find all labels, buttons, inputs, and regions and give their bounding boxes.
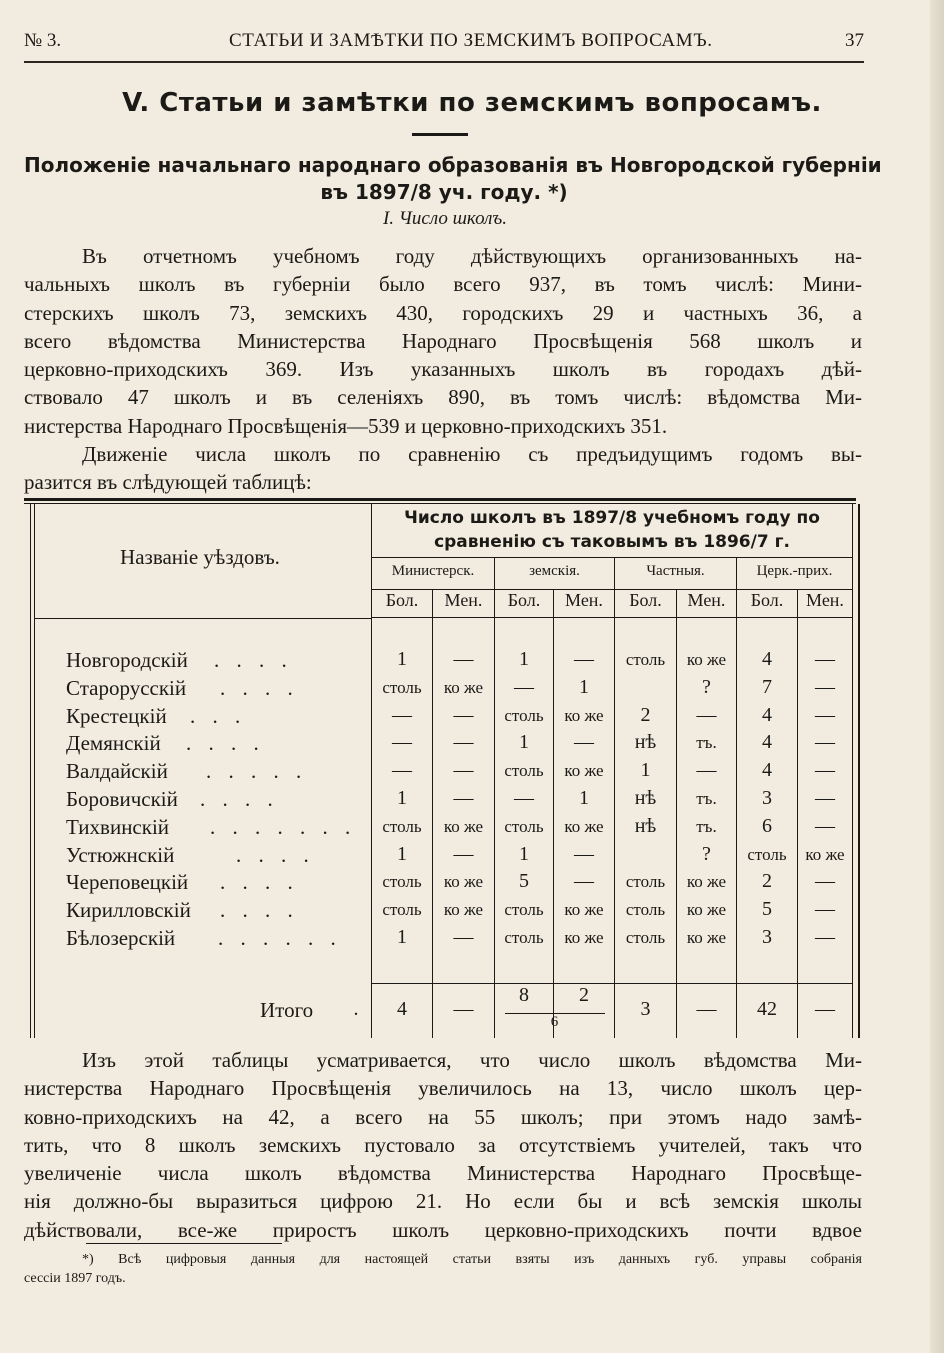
table-cell: столь — [382, 872, 422, 892]
table-cell: нѣ — [634, 731, 657, 754]
table-cell: — — [815, 675, 835, 698]
subheader: Бол. — [385, 590, 419, 610]
district-name: Старорусскій — [66, 675, 187, 700]
table-cell: — — [815, 731, 835, 754]
leader-dots: . . . . — [220, 898, 299, 923]
table-cell: столь — [747, 844, 787, 864]
table-cell: ко же — [805, 844, 845, 864]
table-cell: — — [815, 648, 835, 670]
table-cell: столь — [504, 928, 544, 947]
subheading: I. Число школъ. — [382, 208, 508, 229]
total-cell: 42 — [757, 998, 777, 1020]
category-header: Частныя. — [646, 563, 705, 579]
footnote — [24, 1250, 862, 1288]
text-line: разится въ слѣдующей таблицѣ: — [24, 470, 312, 495]
subheader: Мен. — [565, 590, 603, 610]
text-line: всего вѣдомства Министерства Народнаго Просвѣщенія 568 школъ и — [24, 328, 862, 353]
group-header — [372, 508, 852, 552]
subheader: Мен. — [687, 590, 726, 610]
table-cell: 1 — [397, 842, 407, 865]
district-name: Крестецкій — [66, 703, 167, 728]
table-cell: — — [514, 787, 534, 809]
table-cell: ко же — [564, 705, 604, 725]
subheader: Бол. — [750, 590, 784, 610]
text-line: чальныхъ школъ въ губерніи было всего 937, въ томъ числѣ: Мини- — [24, 272, 862, 297]
district-name: Новгородскій — [66, 648, 188, 672]
leader-dots: . . . . — [220, 870, 299, 895]
table-cell: ко же — [443, 872, 484, 892]
header-rule — [372, 617, 852, 618]
category-header: Церк.-прих. — [756, 563, 833, 579]
table-cell: 5 — [762, 898, 772, 921]
table-cell: столь — [382, 677, 422, 697]
article-title — [24, 152, 882, 206]
table-cell: ко же — [564, 816, 604, 836]
table-cell: нѣ — [634, 787, 657, 809]
table-cell: столь — [504, 816, 544, 836]
total-dot: . — [353, 998, 359, 1020]
table-cell: — — [815, 898, 835, 921]
district-name: Валдайскій — [66, 759, 168, 784]
table-cell: тъ. — [696, 816, 717, 836]
subheader: Мен. — [444, 590, 483, 610]
group-header-line1: Число школъ въ 1897/8 учебномъ году по — [404, 508, 820, 528]
table-cell: тъ. — [696, 789, 717, 808]
table-right-border-outer — [858, 504, 860, 1038]
table-cell: — — [815, 787, 835, 809]
header-rule — [24, 61, 864, 63]
table-left-border — [30, 504, 31, 1038]
table-cell: — — [453, 842, 474, 865]
page-number: 37 — [845, 30, 864, 51]
footnote-rule — [86, 1243, 282, 1244]
text-line: Въ отчетномъ учебномъ году дѣйствующихъ организованныхъ на- — [82, 244, 862, 268]
footnote-line: *) Всѣ цифровыя данныя для настоящей статьи взяты изъ данныхъ губ. управы собранія — [82, 1252, 862, 1267]
footnote-line: сессіи 1897 годъ. — [24, 1271, 126, 1286]
table-cell: — — [392, 759, 412, 782]
total-cell: — — [815, 998, 835, 1020]
text-line: церковно-приходскихъ 369. Изъ указанныхъ школъ въ городахъ дѣй- — [24, 357, 862, 382]
table-cell: 7 — [762, 675, 772, 698]
text-line: нистерства Народнаго Просвѣщенія—539 и церковно-приходскихъ 351. — [24, 413, 668, 438]
paragraph-3 — [24, 1046, 862, 1244]
table-cell: 3 — [762, 787, 772, 809]
table-cell: 1 — [519, 842, 529, 865]
table-cell: 4 — [762, 759, 772, 782]
table-cell: — — [574, 842, 594, 865]
text-line: Изъ этой таблицы усматривается, что число школъ вѣдомства Ми- — [82, 1048, 862, 1072]
category-header: земскія. — [529, 563, 580, 579]
running-header — [24, 30, 864, 60]
text-line: нія должно-бы выразиться цифрою 21. Но если бы и всѣ земскія школы — [24, 1189, 862, 1214]
table-cell: — — [815, 870, 835, 893]
table-cell: 1 — [519, 731, 529, 754]
total-cell: — — [696, 998, 717, 1020]
leader-dots: . . . . . . — [218, 926, 342, 950]
total-cell: 8 — [519, 984, 529, 1006]
district-name: Устюжнскій — [66, 842, 175, 867]
table-cell: столь — [625, 928, 666, 947]
header-rule — [35, 618, 372, 619]
total-label: Итого — [260, 998, 314, 1022]
table-cell: ко же — [564, 900, 604, 920]
text-line: ствовало 47 школъ и въ селеніяхъ 890, въ томъ числѣ: вѣдомства Ми- — [24, 385, 862, 410]
section-title: V. Статьи и замѣтки по земскимъ вопросамъ. — [122, 88, 822, 118]
table-cell: 1 — [519, 648, 529, 670]
table-cell: ко же — [686, 900, 727, 920]
table-cell: 1 — [397, 926, 407, 948]
leader-dots: . . . — [190, 703, 247, 728]
article-title-line2: въ 1897/8 уч. году. *) — [320, 180, 568, 204]
table-cell: столь — [625, 900, 666, 920]
total-cell: 4 — [397, 998, 407, 1020]
table-cell: ко же — [686, 650, 727, 669]
district-name: Боровичскій — [66, 787, 178, 811]
table-cell: — — [453, 759, 474, 782]
table-cell: 1 — [397, 787, 407, 809]
text-line: дѣйствовали, все-же приростъ школъ церковно-приходскихъ почти вдвое — [24, 1217, 862, 1242]
district-name: Тихвинскій — [66, 814, 170, 839]
table-cell: столь — [625, 872, 666, 892]
category-header: Министерск. — [391, 563, 475, 579]
issue-number: № 3. — [24, 30, 62, 51]
leader-dots: . . . . — [220, 675, 299, 700]
page-edge-shadow — [930, 0, 944, 1353]
district-name: Демянскій — [66, 731, 161, 756]
table-cell: тъ. — [696, 733, 717, 753]
table-cell: 4 — [762, 731, 772, 754]
subheader: Бол. — [507, 590, 541, 610]
leader-dots: . . . . . . . — [210, 814, 357, 839]
total-zemstvo-net: 6 — [550, 1014, 559, 1030]
table-cell: — — [574, 731, 594, 754]
table-cell: — — [815, 759, 835, 782]
table-cell: — — [453, 731, 474, 754]
table-cell: 1 — [579, 787, 589, 809]
text-line: стерскихъ школъ 73, земскихъ 430, городскихъ 29 и частныхъ 36, а — [24, 300, 862, 325]
table-cell: ко же — [686, 928, 727, 947]
table-right-border — [852, 504, 853, 1038]
paragraph-1 — [24, 242, 862, 440]
group-header-line2: сравненію съ таковымъ въ 1896/7 г. — [434, 532, 790, 552]
table-top-rule — [24, 498, 856, 501]
leader-dots: . . . . . — [206, 759, 308, 784]
table-cell: 3 — [762, 926, 772, 948]
table-cell: ко же — [443, 677, 484, 697]
leader-dots: . . . . — [214, 648, 293, 672]
table-cell: 1 — [579, 675, 589, 698]
article-title-line1: Положеніе начальнаго народнаго образованія въ Новгородской губерніи — [24, 153, 882, 177]
header-rule — [372, 557, 852, 558]
table-cell: — — [815, 814, 835, 837]
table-cell: столь — [382, 816, 422, 836]
table-cell: — — [453, 787, 474, 809]
text-line: ковно-приходскихъ на 42, а всего на 55 школъ; при этомъ надо замѣ- — [24, 1104, 862, 1129]
table-cell: столь — [504, 900, 544, 920]
subheader: Мен. — [806, 590, 844, 610]
table-cell: — — [696, 759, 717, 782]
table-cell: ? — [702, 675, 711, 698]
table-cell: ко же — [686, 872, 727, 892]
table-cell: 1 — [640, 759, 651, 782]
leader-dots: . . . . — [186, 731, 265, 756]
section-rule — [412, 133, 468, 136]
text-line: увеличеніе числа школъ вѣдомства Министерства Народнаго Просвѣще- — [24, 1161, 862, 1186]
running-title: СТАТЬИ И ЗАМѢТКИ ПО ЗЕМСКИМЪ ВОПРОСАМЪ. — [229, 30, 713, 51]
table-cell: 1 — [397, 648, 407, 670]
district-name: Кирилловскій — [66, 898, 191, 923]
table-cell: 2 — [640, 703, 651, 726]
total-cell: — — [453, 998, 474, 1020]
table-cell: ко же — [564, 761, 604, 781]
total-cell: 2 — [579, 984, 589, 1006]
name-column-header: Названіе уѣздовъ. — [120, 545, 280, 569]
table-cell: — — [696, 703, 717, 726]
table-top-rule-thin — [24, 503, 856, 504]
table-cell: — — [392, 703, 412, 726]
table-cell: столь — [625, 650, 666, 669]
table-cell: столь — [382, 900, 422, 920]
paragraph-2 — [24, 440, 862, 497]
table-cell: 6 — [762, 814, 772, 837]
leader-dots: . . . . — [236, 842, 315, 867]
district-name: Бѣлозерскій — [66, 926, 176, 950]
table-cell: — — [514, 675, 534, 698]
table-cell: 4 — [762, 648, 772, 670]
table-cell: столь — [504, 705, 544, 725]
text-line: нистерства Народнаго Просвѣщенія увеличилось на 13, число школъ цер- — [24, 1076, 862, 1101]
district-name: Череповецкій — [66, 870, 189, 895]
table-cell: — — [815, 926, 835, 948]
subheader: Бол. — [629, 590, 662, 610]
table-cell: 5 — [519, 870, 529, 893]
table-cell: ко же — [564, 928, 604, 947]
table-cell: — — [574, 870, 594, 893]
table-cell: — — [453, 926, 474, 948]
table-cell: — — [392, 731, 412, 754]
table-cell: — — [453, 703, 474, 726]
table-left-border-inner — [34, 504, 35, 1038]
text-line: Движеніе числа школъ по сравненію съ предъидущимъ годомъ вы- — [82, 442, 862, 466]
table-cell: ? — [702, 842, 711, 865]
table-cell: ко же — [443, 816, 484, 836]
table-cell: нѣ — [634, 814, 657, 837]
text-line: тить, что 8 школъ земскихъ пустовало за отсутствіемъ учителей, такъ что — [24, 1132, 862, 1157]
table-cell: ко же — [443, 900, 484, 920]
table-cell: — — [453, 648, 474, 670]
total-cell: 3 — [640, 998, 651, 1020]
table-cell: — — [574, 648, 594, 670]
table-cell: 2 — [762, 870, 772, 893]
table-cell: — — [815, 703, 835, 726]
leader-dots: . . . . — [200, 787, 279, 811]
table-cell: 4 — [762, 703, 772, 726]
table-cell: столь — [504, 761, 544, 781]
